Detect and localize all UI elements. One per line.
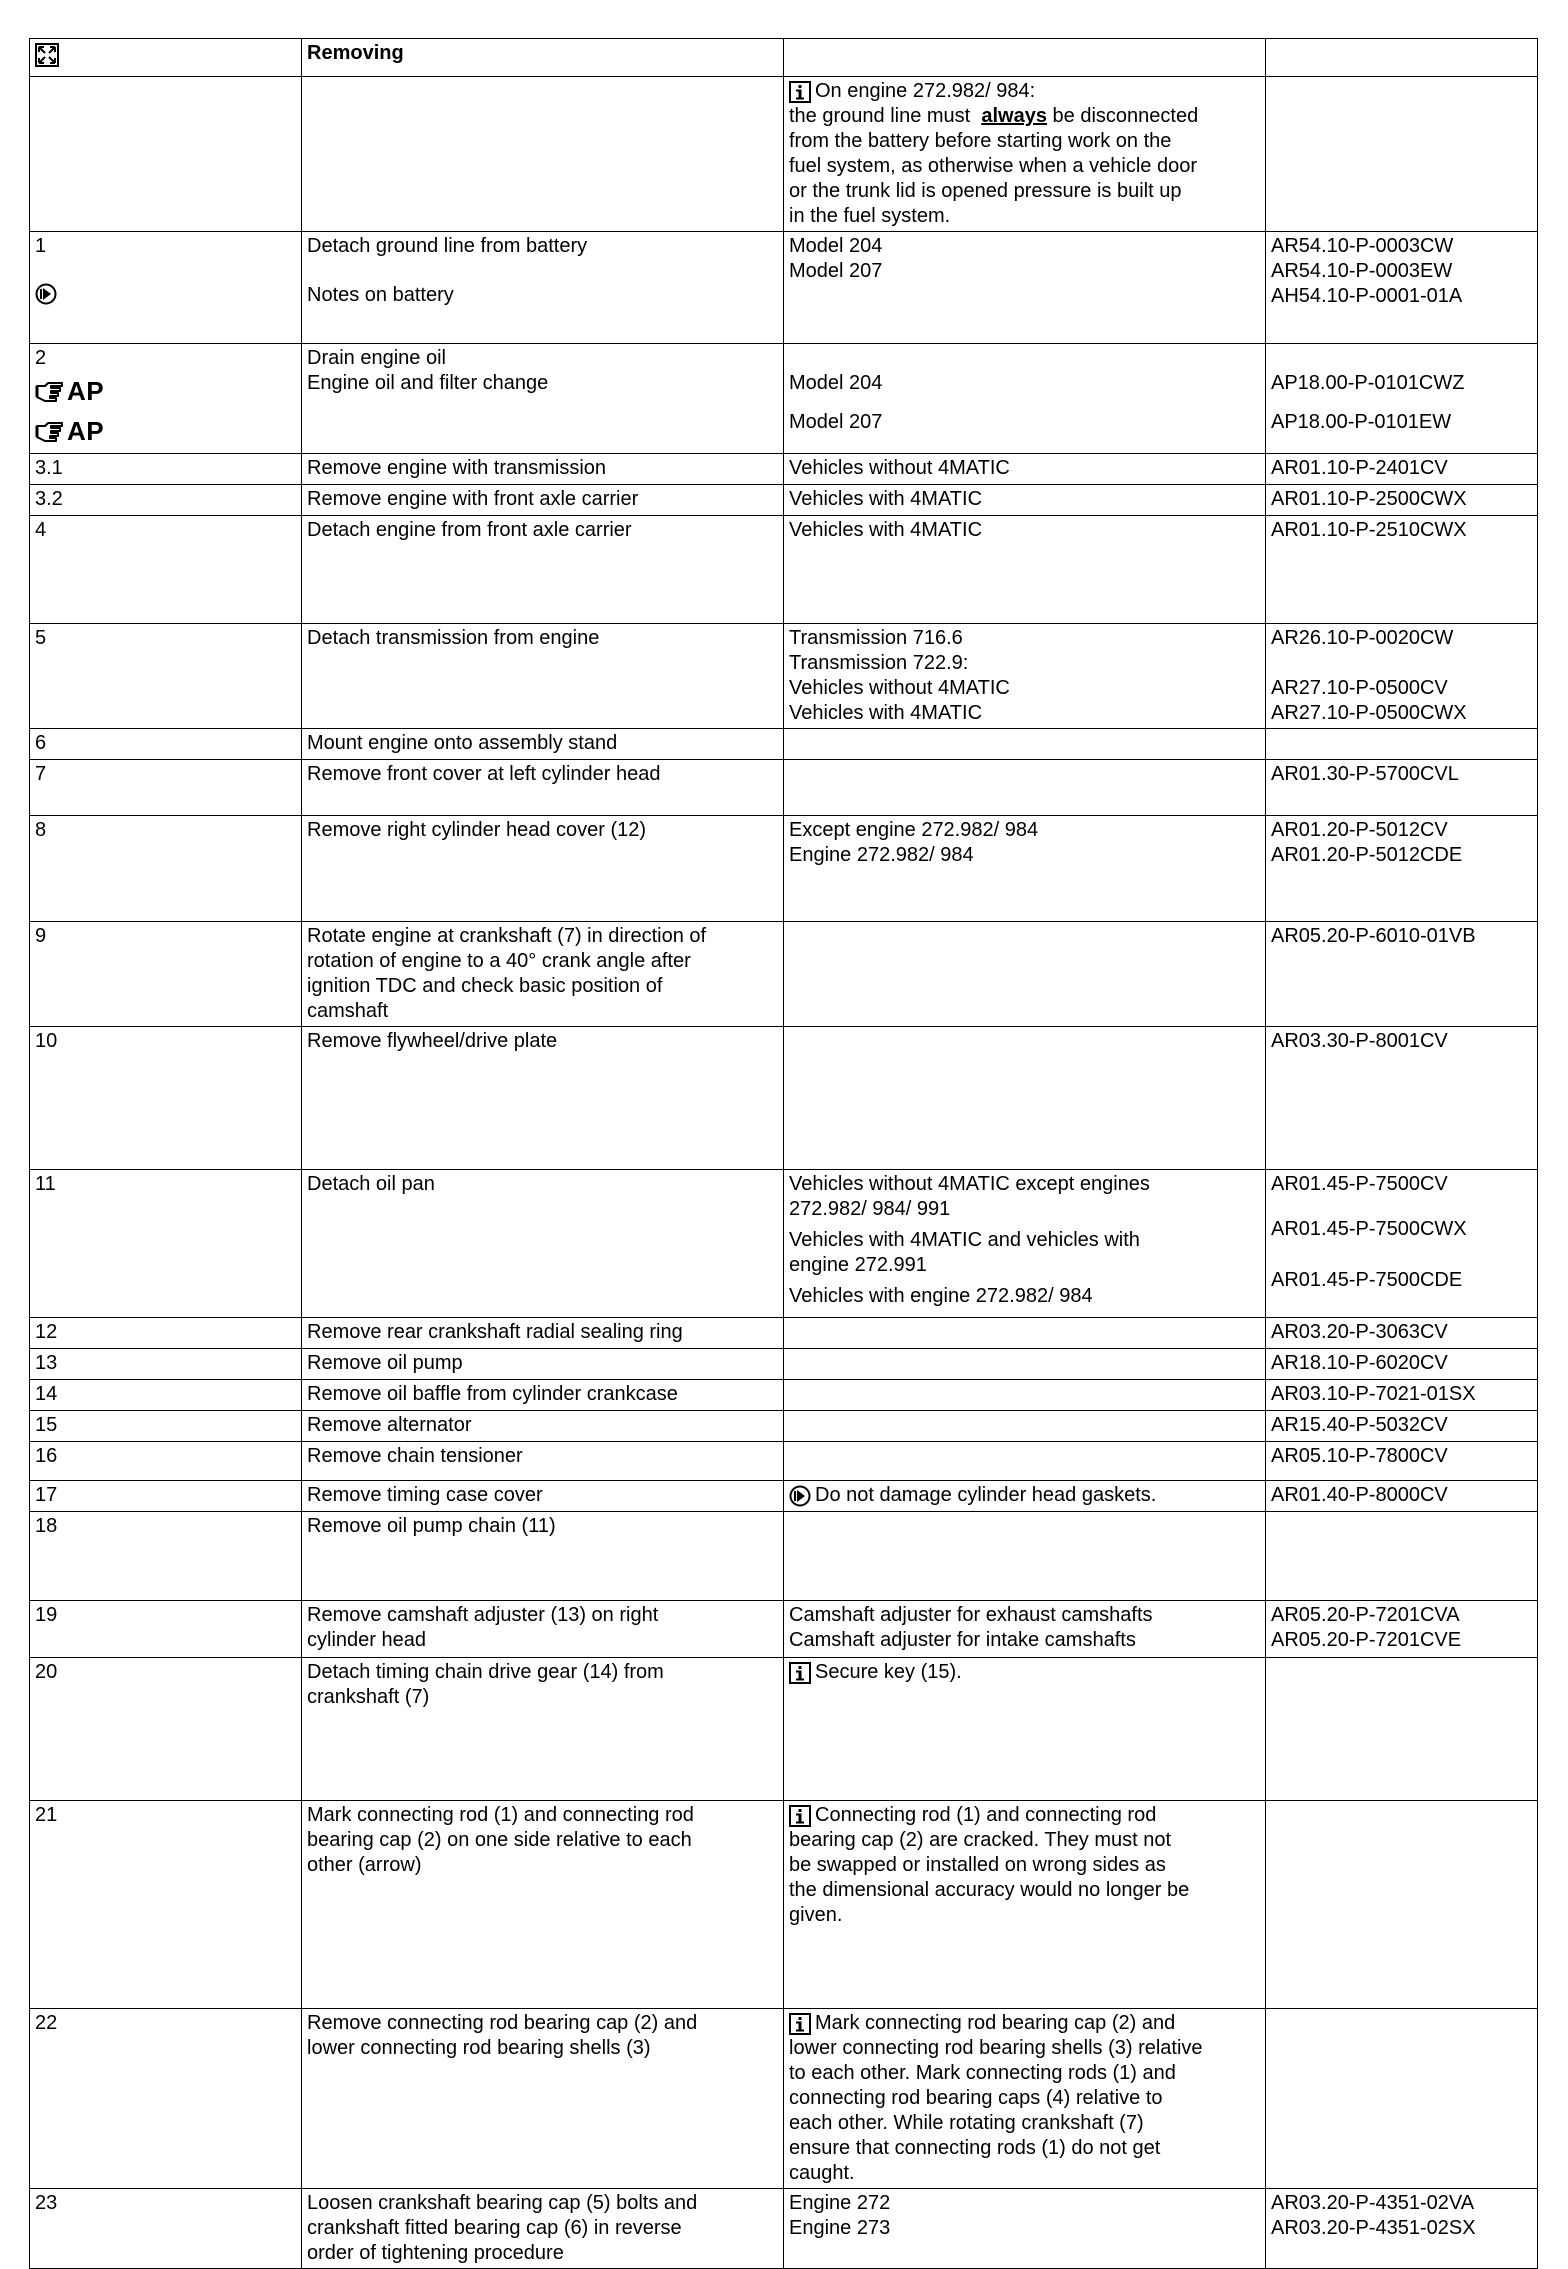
condition-text: Vehicles with 4MATIC — [789, 488, 983, 510]
reference-cell — [1266, 729, 1538, 760]
caution-icon — [789, 1485, 811, 1507]
step-number-cell — [30, 760, 302, 816]
condition-group — [789, 1284, 1259, 1309]
pointing-hand-icon — [35, 378, 65, 404]
notes-cell — [784, 1442, 1266, 1481]
condition-text: Vehicles without 4MATIC — [789, 457, 1010, 479]
expand-arrows-icon — [35, 43, 59, 67]
sub-step-text: Notes on battery — [307, 284, 454, 306]
info-text: be swapped or installed on wrong sides as — [789, 1854, 1166, 1876]
step-text-line: rotation of engine to a 40° crank angle after — [307, 950, 691, 972]
step-text: Remove alternator — [307, 1414, 472, 1436]
condition-text: Vehicles with 4MATIC — [789, 519, 983, 541]
notes-cell — [784, 516, 1266, 624]
ap-label: AP — [67, 416, 105, 446]
step-number: 1 — [35, 235, 47, 257]
condition-text: Engine 272.982/ 984 — [789, 844, 974, 866]
reference-cell — [1266, 344, 1538, 454]
step-description-cell — [302, 1349, 784, 1380]
reference-code[interactable]: AR01.10-P-2401CV — [1271, 457, 1448, 479]
notes-cell — [784, 1658, 1266, 1801]
reference-code[interactable]: AR01.45-P-7500CWX — [1271, 1218, 1467, 1240]
sub-step-text: Engine oil and filter change — [307, 372, 549, 394]
info-line: or the trunk lid is opened pressure is built up — [789, 180, 1182, 202]
reference-cell — [1266, 760, 1538, 816]
reference-cell — [1266, 624, 1538, 729]
procedure-row — [30, 1380, 1538, 1411]
step-number: 17 — [35, 1484, 58, 1506]
info-line: from the battery before starting work on the — [789, 130, 1172, 152]
reference-code[interactable]: AR01.45-P-7500CDE — [1271, 1269, 1463, 1291]
info-text: ensure that connecting rods (1) do not get — [789, 2137, 1161, 2159]
emphasis-text: always — [981, 105, 1047, 127]
notes-cell — [784, 1380, 1266, 1411]
notes-cell — [784, 760, 1266, 816]
step-text-line: crankshaft (7) — [307, 1686, 430, 1708]
info-text: lower connecting rod bearing shells (3) relative — [789, 2037, 1203, 2059]
condition-text: Vehicles with 4MATIC — [789, 702, 983, 724]
info-line — [789, 2136, 1259, 2161]
notes-cell — [784, 232, 1266, 344]
step-text-line: camshaft — [307, 1000, 389, 1022]
procedure-table — [29, 38, 1538, 2269]
condition-text: Vehicles without 4MATIC — [789, 677, 1010, 699]
condition-group — [789, 1172, 1259, 1222]
step-text-line: Remove camshaft adjuster (13) on right — [307, 1604, 659, 1626]
step-description-cell — [302, 232, 784, 344]
info-text: the ground line must — [789, 105, 971, 127]
step-description-cell — [302, 1801, 784, 2009]
notes-cell — [784, 729, 1266, 760]
notes-cell — [784, 816, 1266, 922]
procedure-row — [30, 516, 1538, 624]
step-number: 10 — [35, 1030, 58, 1052]
condition-text: Except engine 272.982/ 984 — [789, 819, 1039, 841]
step-text-line: lower connecting rod bearing shells (3) — [307, 2037, 651, 2059]
notes-cell — [784, 1027, 1266, 1170]
reference-cell — [1266, 1027, 1538, 1170]
procedure-row — [30, 1442, 1538, 1481]
reference-code[interactable]: AR03.20-P-4351-02SX — [1271, 2217, 1476, 2239]
step-text-line: Remove connecting rod bearing cap (2) and — [307, 2012, 698, 2034]
condition-text: Camshaft adjuster for intake camshafts — [789, 1629, 1136, 1651]
reference-code[interactable]: AR03.20-P-3063CV — [1271, 1321, 1448, 1343]
reference-code[interactable]: AR01.20-P-5012CV — [1271, 819, 1448, 841]
notes-cell — [784, 344, 1266, 454]
procedure-row — [30, 344, 1538, 454]
step-text-line: Detach timing chain drive gear (14) from — [307, 1661, 664, 1683]
condition-group — [789, 1228, 1259, 1278]
step-number-cell — [30, 729, 302, 760]
step-number-cell — [30, 77, 302, 232]
step-number: 19 — [35, 1604, 58, 1626]
notes-cell — [784, 1349, 1266, 1380]
step-number: 7 — [35, 763, 47, 785]
procedure-row — [30, 1349, 1538, 1380]
step-text-line: Loosen crankshaft bearing cap (5) bolts and — [307, 2192, 698, 2214]
procedure-row — [30, 1601, 1538, 1658]
info-icon — [789, 2013, 811, 2035]
reference-code[interactable]: AR01.45-P-7500CV — [1271, 1173, 1448, 1195]
step-number-cell — [30, 1658, 302, 1801]
step-description-cell — [302, 729, 784, 760]
procedure-row — [30, 2189, 1538, 2269]
step-number: 21 — [35, 1804, 58, 1826]
step-number-cell — [30, 1349, 302, 1380]
procedure-row — [30, 77, 1538, 232]
reference-code[interactable]: AR03.30-P-8001CV — [1271, 1030, 1448, 1052]
info-line: in the fuel system. — [789, 205, 951, 227]
ap-reference-marker — [35, 411, 295, 451]
reference-cell — [1266, 1318, 1538, 1349]
reference-code[interactable]: AR05.20-P-7201CVA — [1271, 1604, 1460, 1626]
step-number-cell — [30, 1601, 302, 1658]
step-description-cell — [302, 760, 784, 816]
reference-cell — [1266, 485, 1538, 516]
info-text: Mark connecting rod bearing cap (2) and — [815, 2012, 1176, 2034]
step-text: Remove right cylinder head cover (12) — [307, 819, 647, 841]
ap-label: AP — [67, 376, 105, 406]
condition-text: Model 204 — [789, 235, 883, 257]
info-icon — [789, 1662, 811, 1684]
info-text: bearing cap (2) are cracked. They must not — [789, 1829, 1172, 1851]
info-line — [789, 1903, 1259, 1928]
step-description-cell — [302, 1512, 784, 1601]
step-text: Mount engine onto assembly stand — [307, 732, 618, 754]
condition-text: Transmission 716.6 — [789, 627, 963, 649]
condition-text: engine 272.991 — [789, 1254, 927, 1276]
reference-code[interactable]: AR15.40-P-5032CV — [1271, 1414, 1448, 1436]
step-text-line: other (arrow) — [307, 1854, 422, 1876]
reference-cell — [1266, 1380, 1538, 1411]
step-text: Remove front cover at left cylinder head — [307, 763, 661, 785]
procedure-row — [30, 232, 1538, 344]
notes-cell — [784, 1170, 1266, 1318]
step-number-cell — [30, 454, 302, 485]
step-number: 15 — [35, 1414, 58, 1436]
condition-text: Model 207 — [789, 411, 883, 433]
step-description-cell — [302, 1170, 784, 1318]
step-text: Detach transmission from engine — [307, 627, 600, 649]
info-line — [789, 1660, 1259, 1685]
step-number-cell — [30, 816, 302, 922]
step-description-cell — [302, 1601, 784, 1658]
reference-code[interactable]: AR03.10-P-7021-01SX — [1271, 1383, 1476, 1405]
notes-cell — [784, 922, 1266, 1027]
reference-cell — [1266, 816, 1538, 922]
step-text: Remove timing case cover — [307, 1484, 543, 1506]
step-number-cell — [30, 1027, 302, 1170]
step-description-cell — [302, 922, 784, 1027]
procedure-row — [30, 922, 1538, 1027]
condition-text: Model 204 — [789, 372, 883, 394]
step-text: Remove oil pump chain (11) — [307, 1515, 556, 1537]
reference-code[interactable]: AR01.30-P-5700CVL — [1271, 763, 1459, 785]
step-number-cell — [30, 1801, 302, 2009]
step-description-cell — [302, 624, 784, 729]
condition-text: Transmission 722.9: — [789, 652, 969, 674]
notes-cell — [784, 77, 1266, 232]
step-number: 16 — [35, 1445, 58, 1467]
step-description-cell — [302, 1411, 784, 1442]
notes-cell — [784, 1481, 1266, 1512]
reference-code[interactable]: AH54.10-P-0001-01A — [1271, 285, 1463, 307]
info-line — [789, 1878, 1259, 1903]
procedure-row — [30, 1170, 1538, 1318]
info-text: the dimensional accuracy would no longer be — [789, 1879, 1190, 1901]
reference-code[interactable]: AR54.10-P-0003EW — [1271, 260, 1453, 282]
info-text: each other. While rotating crankshaft (7) — [789, 2112, 1144, 2134]
step-number-cell — [30, 1512, 302, 1601]
notes-cell — [784, 1801, 1266, 2009]
procedure-row — [30, 760, 1538, 816]
info-line: fuel system, as otherwise when a vehicle door — [789, 155, 1197, 177]
procedure-row — [30, 1411, 1538, 1442]
reference-cell — [1266, 1658, 1538, 1801]
reference-cell — [1266, 1349, 1538, 1380]
reference-cell — [1266, 922, 1538, 1027]
info-line — [789, 1828, 1259, 1853]
step-text-line: Rotate engine at crankshaft (7) in direction of — [307, 925, 707, 947]
battery-notes-icon — [35, 283, 57, 305]
reference-code[interactable]: AR54.10-P-0003CW — [1271, 235, 1454, 257]
notes-cell — [784, 485, 1266, 516]
step-description-cell — [302, 1481, 784, 1512]
step-text: Remove engine with front axle carrier — [307, 488, 639, 510]
header-empty-cell — [1266, 39, 1538, 77]
reference-code[interactable] — [1271, 651, 1531, 676]
procedure-row — [30, 454, 1538, 485]
reference-cell — [1266, 1601, 1538, 1658]
reference-cell — [1266, 516, 1538, 624]
reference-cell — [1266, 2009, 1538, 2189]
step-number-cell — [30, 1170, 302, 1318]
info-line — [789, 2036, 1259, 2061]
info-text: caught. — [789, 2162, 855, 2184]
step-text-line: ignition TDC and check basic position of — [307, 975, 663, 997]
condition-text: Model 207 — [789, 260, 883, 282]
step-number-cell — [30, 485, 302, 516]
notes-cell — [784, 454, 1266, 485]
step-number: 22 — [35, 2012, 58, 2034]
reference-code[interactable]: AP18.00-P-0101CWZ — [1271, 372, 1465, 394]
reference-code[interactable]: AR05.20-P-6010-01VB — [1271, 925, 1476, 947]
info-icon — [789, 81, 811, 103]
step-description-cell — [302, 516, 784, 624]
reference-code[interactable]: AR18.10-P-6020CV — [1271, 1352, 1448, 1374]
step-number-cell — [30, 2189, 302, 2269]
condition-text: Engine 272 — [789, 2192, 891, 2214]
notes-cell — [784, 1318, 1266, 1349]
step-number-cell — [30, 624, 302, 729]
reference-cell — [1266, 454, 1538, 485]
step-description-cell — [302, 1380, 784, 1411]
step-description-cell — [302, 485, 784, 516]
caution-line — [789, 1483, 1259, 1508]
step-text: Remove chain tensioner — [307, 1445, 523, 1467]
reference-cell — [1266, 1481, 1538, 1512]
step-number: 6 — [35, 732, 47, 754]
step-number-cell — [30, 1411, 302, 1442]
step-text: Remove rear crankshaft radial sealing ring — [307, 1321, 683, 1343]
step-number-cell — [30, 922, 302, 1027]
step-number: 3.1 — [35, 457, 63, 479]
notes-cell — [784, 2009, 1266, 2189]
step-description-cell — [302, 816, 784, 922]
step-text-line: bearing cap (2) on one side relative to each — [307, 1829, 692, 1851]
reference-code[interactable]: AR03.20-P-4351-02VA — [1271, 2192, 1475, 2214]
step-number: 20 — [35, 1661, 58, 1683]
notes-cell — [784, 1411, 1266, 1442]
step-number-cell — [30, 2009, 302, 2189]
step-number: 3.2 — [35, 488, 63, 510]
info-line — [789, 2061, 1259, 2086]
step-text: Detach engine from front axle carrier — [307, 519, 632, 541]
procedure-row — [30, 1658, 1538, 1801]
step-description-cell — [302, 1658, 784, 1801]
procedure-row — [30, 1512, 1538, 1601]
info-line — [789, 2086, 1259, 2111]
ap-reference-marker — [35, 371, 295, 411]
reference-code[interactable]: AR01.40-P-8000CV — [1271, 1484, 1448, 1506]
step-number-cell — [30, 1380, 302, 1411]
condition-text: Camshaft adjuster for exhaust camshafts — [789, 1604, 1153, 1626]
step-text: Remove flywheel/drive plate — [307, 1030, 558, 1052]
procedure-row — [30, 624, 1538, 729]
info-line — [789, 2161, 1259, 2186]
step-number: 9 — [35, 925, 47, 947]
step-number-cell — [30, 1481, 302, 1512]
info-icon — [789, 1805, 811, 1827]
condition-text: Engine 273 — [789, 2217, 891, 2239]
step-text: Remove oil pump — [307, 1352, 463, 1374]
step-number: 14 — [35, 1383, 58, 1405]
reference-code[interactable]: AR01.10-P-2510CWX — [1271, 519, 1467, 541]
procedure-row — [30, 1801, 1538, 2009]
step-number: 12 — [35, 1321, 58, 1343]
info-text: connecting rod bearing caps (4) relative to — [789, 2087, 1163, 2109]
reference-cell — [1266, 1512, 1538, 1601]
pointing-hand-icon — [35, 418, 65, 444]
reference-cell — [1266, 1801, 1538, 2009]
notes-cell — [784, 2189, 1266, 2269]
step-description-cell — [302, 344, 784, 454]
step-text-line: order of tightening procedure — [307, 2242, 564, 2264]
step-number-cell — [30, 1442, 302, 1481]
info-line — [789, 1853, 1259, 1878]
section-heading: Removing — [302, 39, 784, 77]
reference-code[interactable]: AR27.10-P-0500CV — [1271, 677, 1448, 699]
step-description-cell — [302, 1318, 784, 1349]
procedure-row — [30, 1318, 1538, 1349]
emphasis-always — [981, 105, 1047, 127]
reference-code[interactable]: AR01.10-P-2500CWX — [1271, 488, 1467, 510]
step-description-cell — [302, 77, 784, 232]
condition-text: 272.982/ 984/ 991 — [789, 1198, 951, 1220]
condition-text: Vehicles with engine 272.982/ 984 — [789, 1285, 1093, 1307]
step-description-cell — [302, 1442, 784, 1481]
info-text: be disconnected — [1052, 105, 1199, 127]
reference-code[interactable]: AR26.10-P-0020CW — [1271, 627, 1454, 649]
step-text-line: cylinder head — [307, 1629, 426, 1651]
step-description-cell — [302, 1027, 784, 1170]
procedure-row — [30, 1027, 1538, 1170]
step-number: 5 — [35, 627, 47, 649]
notes-cell — [784, 624, 1266, 729]
step-number: 13 — [35, 1352, 58, 1374]
info-text: Connecting rod (1) and connecting rod — [815, 1804, 1157, 1826]
info-line — [789, 2111, 1259, 2136]
info-line — [789, 79, 1259, 104]
notes-icon-row — [35, 279, 295, 309]
reference-cell — [1266, 1170, 1538, 1318]
procedure-row — [30, 485, 1538, 516]
reference-cell — [1266, 2189, 1538, 2269]
step-number-cell — [30, 232, 302, 344]
notes-cell — [784, 1512, 1266, 1601]
header-empty-cell — [784, 39, 1266, 77]
reference-code[interactable]: AP18.00-P-0101EW — [1271, 411, 1452, 433]
procedure-row — [30, 816, 1538, 922]
info-text: Secure key (15). — [815, 1661, 962, 1683]
step-text: Remove engine with transmission — [307, 457, 607, 479]
reference-code[interactable]: AR01.20-P-5012CDE — [1271, 844, 1463, 866]
step-text: Remove oil baffle from cylinder crankcase — [307, 1383, 678, 1405]
step-number: 23 — [35, 2192, 58, 2214]
caution-text: Do not damage cylinder head gaskets. — [815, 1484, 1157, 1506]
step-description-cell — [302, 454, 784, 485]
condition-text: Vehicles with 4MATIC and vehicles with — [789, 1229, 1140, 1251]
reference-code[interactable]: AR05.20-P-7201CVE — [1271, 1629, 1462, 1651]
info-text: On engine 272.982/ 984: — [815, 80, 1036, 102]
reference-cell — [1266, 232, 1538, 344]
info-text: to each other. Mark connecting rods (1) and — [789, 2062, 1176, 2084]
step-text: Detach oil pan — [307, 1173, 435, 1195]
reference-code[interactable]: AR05.10-P-7800CV — [1271, 1445, 1448, 1467]
info-line — [789, 1803, 1259, 1828]
step-number: 18 — [35, 1515, 58, 1537]
info-text: given. — [789, 1904, 843, 1926]
procedure-row — [30, 2009, 1538, 2189]
step-text: Drain engine oil — [307, 347, 446, 369]
step-number-cell — [30, 1318, 302, 1349]
info-line — [789, 2011, 1259, 2036]
step-number-cell — [30, 516, 302, 624]
step-number: 11 — [35, 1173, 56, 1195]
notes-cell — [784, 1601, 1266, 1658]
step-number: 8 — [35, 819, 47, 841]
step-number: 2 — [35, 347, 47, 369]
reference-cell — [1266, 1411, 1538, 1442]
step-description-cell — [302, 2189, 784, 2269]
procedure-row — [30, 1481, 1538, 1512]
reference-cell — [1266, 77, 1538, 232]
reference-code[interactable]: AR27.10-P-0500CWX — [1271, 702, 1467, 724]
header-row — [30, 39, 1538, 77]
step-description-cell — [302, 2009, 784, 2189]
reference-cell — [1266, 1442, 1538, 1481]
step-number: 4 — [35, 519, 47, 541]
step-text-line: crankshaft fitted bearing cap (6) in reverse — [307, 2217, 682, 2239]
condition-text: Vehicles without 4MATIC except engines — [789, 1173, 1150, 1195]
header-icon-cell — [30, 39, 302, 77]
info-line — [789, 104, 1259, 129]
step-text-line: Mark connecting rod (1) and connecting rod — [307, 1804, 694, 1826]
step-text: Detach ground line from battery — [307, 235, 588, 257]
step-number-cell — [30, 344, 302, 454]
procedure-row — [30, 729, 1538, 760]
